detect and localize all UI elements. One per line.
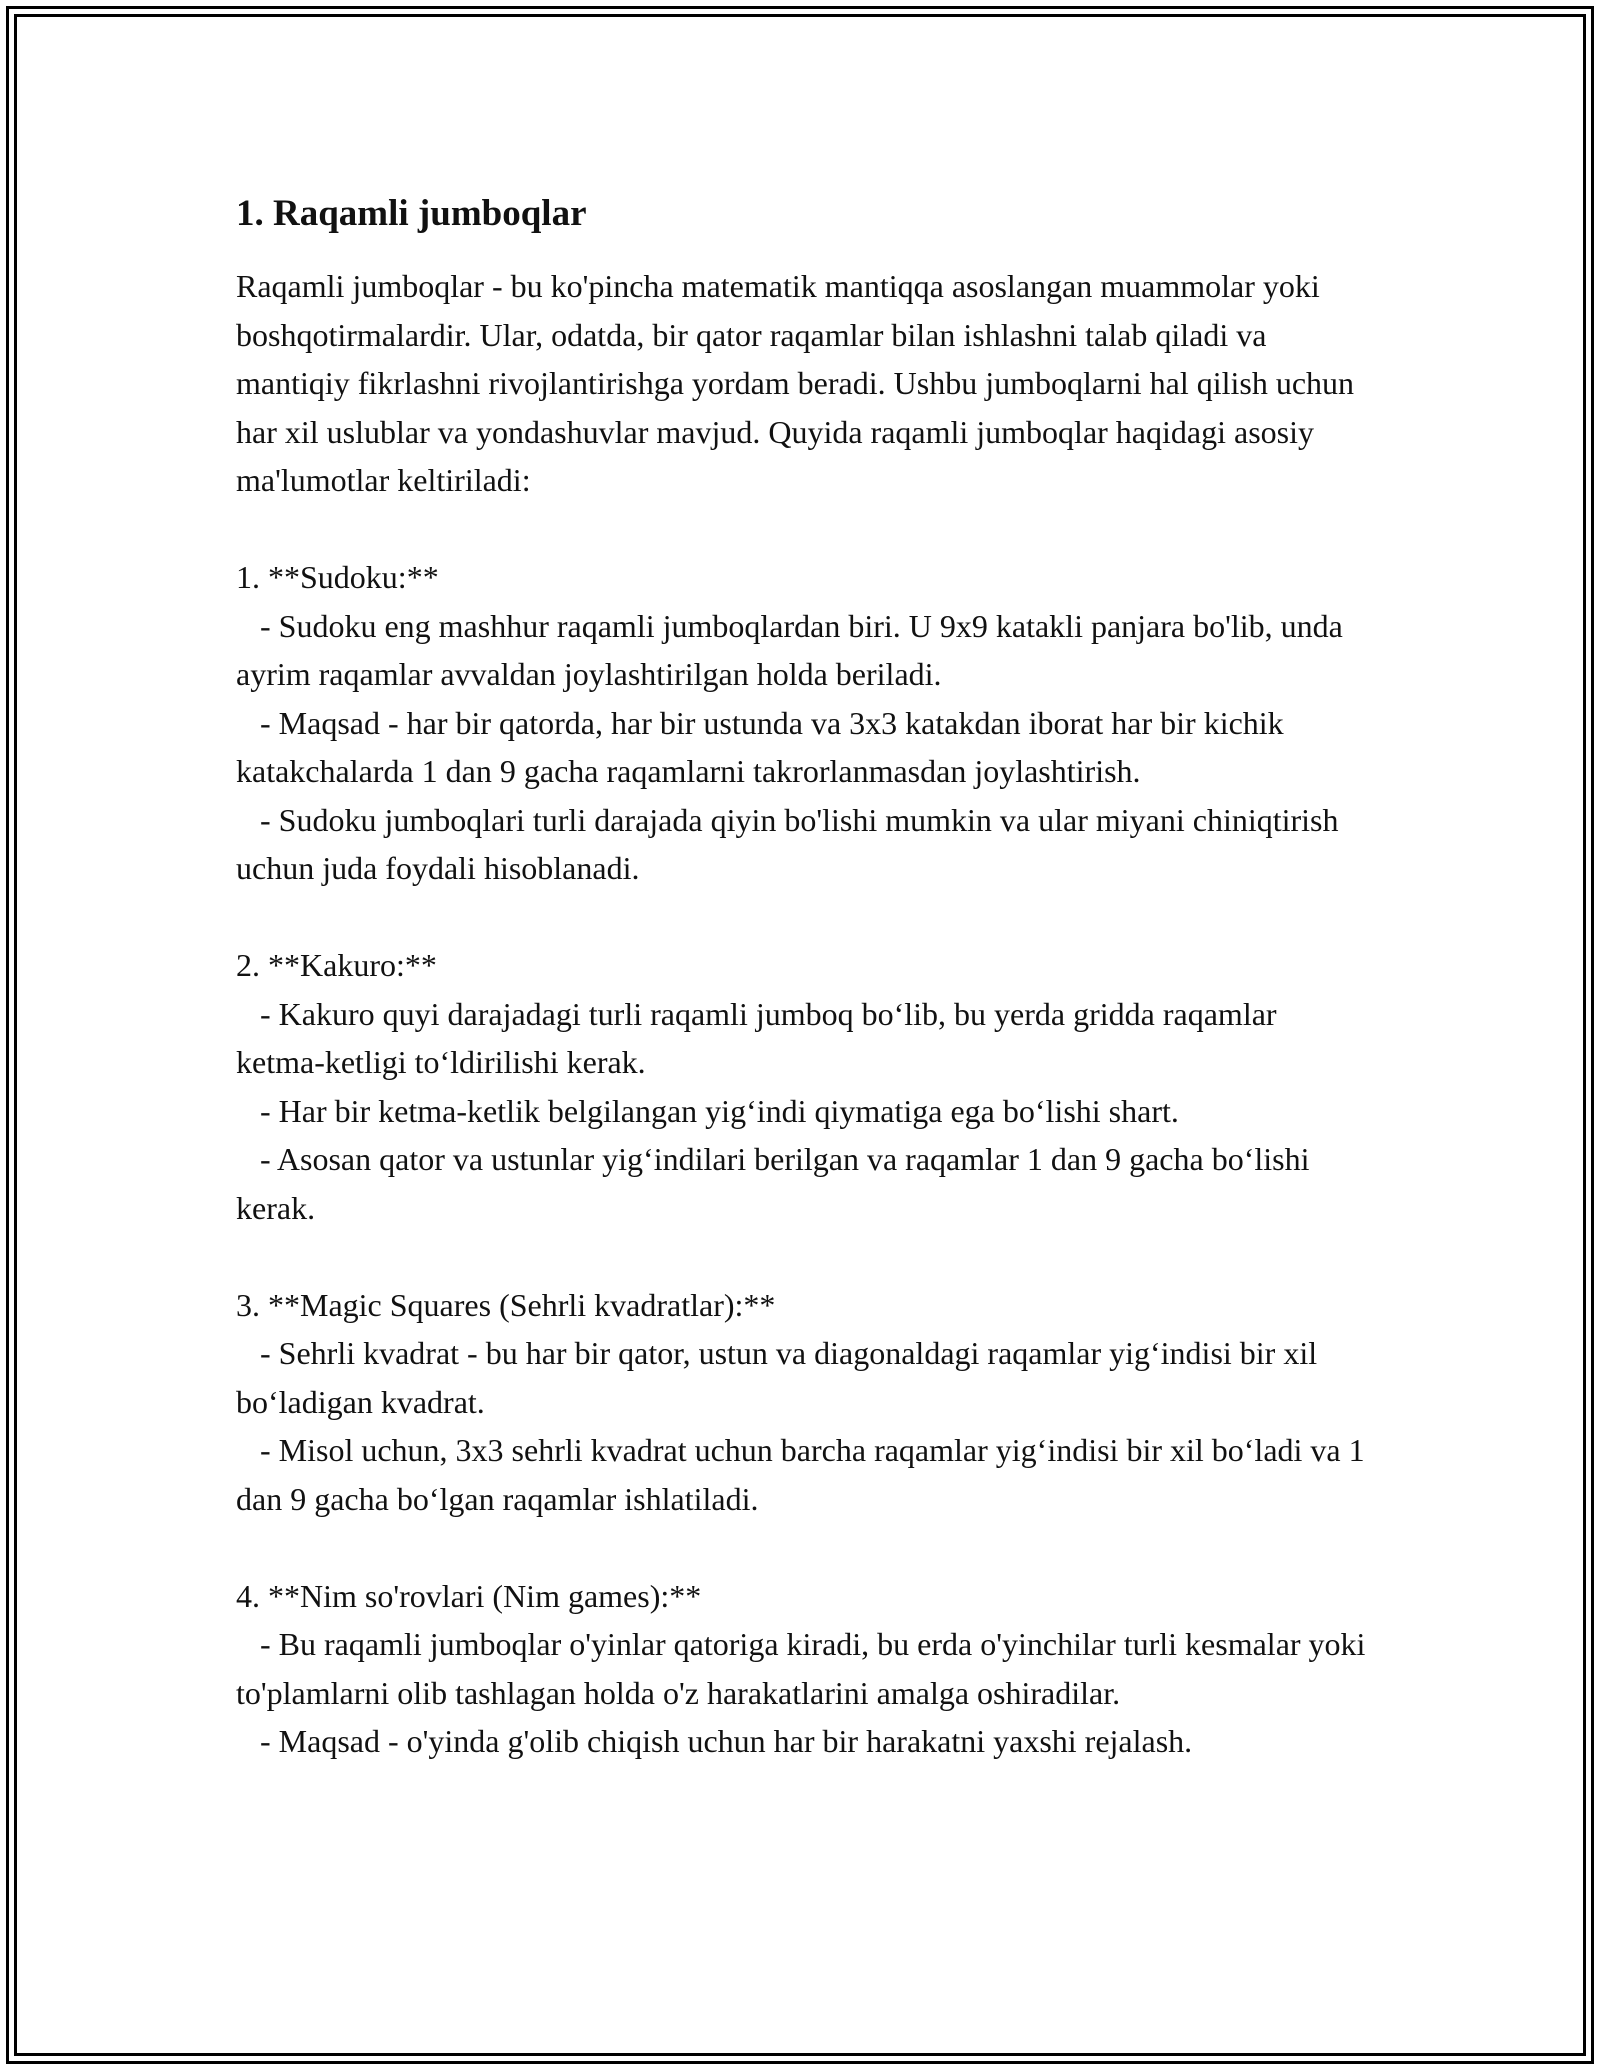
list-item: - Maqsad - har bir qatorda, har bir ustunda va 3x3 katakdan iborat har bir kichik katakchalarda 1 dan 9 gacha raqamlarni takrorlanmasdan joylashtirish.	[236, 704, 1292, 789]
section-magic-squares	[236, 1281, 1373, 1524]
list-item: - Sudoku jumboqlari turli darajada qiyin bo'lishi mumkin va ular miyani chiniqtirish uchun juda foydali hisoblanadi.	[236, 801, 1347, 886]
intro-paragraph: Raqamli jumboqlar - bu ko'pincha matematik mantiqqa asoslangan muammolar yoki boshqotirmalardir. Ular, odatda, bir qator raqamlar bilan ishlashni talab qiladi va mantiqiy fikrlashni rivojlantirishga yordam beradi. Ushbu jumboqlarni hal qilish uchun har xil uslublar va yondashuvlar mavjud. Quyida raqamli jumboqlar haqidagi asosiy ma'lumotlar keltiriladi:	[236, 268, 1363, 498]
spacer	[236, 505, 1366, 554]
list-item: - Asosan qator va ustunlar yig‘indilari berilgan va raqamlar 1 dan 9 gacha bo‘lishi kerak.	[236, 1141, 1318, 1226]
document-body	[236, 186, 1374, 1766]
list-item: - Kakuro quyi darajadagi turli raqamli jumboq bo‘lib, bu yerda gridda raqamlar ketma-ketligi to‘ldirilishi kerak.	[236, 995, 1285, 1080]
list-item: - Har bir ketma-ketlik belgilangan yig‘indi qiymatiga ega bo‘lishi shart.	[236, 1092, 1179, 1129]
section-nim-games	[236, 1572, 1374, 1766]
section-sudoku	[236, 553, 1366, 893]
spacer	[236, 1232, 1366, 1281]
list-item: - Sudoku eng mashhur raqamli jumboqlardan biri. U 9x9 katakli panjara bo'lib, unda ayrim raqamlar avvaldan joylashtirilgan holda beriladi.	[236, 607, 1351, 692]
spacer	[236, 1523, 1366, 1572]
list-item: - Maqsad - o'yinda g'olib chiqish uchun har bir harakatni yaxshi rejalash.	[236, 1723, 1193, 1759]
section-heading: 3. **Magic Squares (Sehrli kvadratlar):**	[236, 1286, 776, 1323]
list-item: - Sehrli kvadrat - bu har bir qator, ustun va diagonaldagi raqamlar yig‘indisi bir xil bo‘ladigan kvadrat.	[236, 1335, 1326, 1420]
list-item: - Misol uchun, 3x3 sehrli kvadrat uchun barcha raqamlar yig‘indisi bir xil bo‘ladi va 1 dan 9 gacha bo‘lgan raqamlar ishlatiladi.	[236, 1432, 1373, 1517]
section-kakuro	[236, 941, 1366, 1232]
section-heading: 2. **Kakuro:**	[236, 947, 437, 983]
section-heading: 4. **Nim so'rovlari (Nim games):**	[236, 1577, 702, 1614]
page-title: 1. Raqamli jumboqlar	[236, 193, 587, 234]
spacer	[236, 893, 1366, 942]
section-heading: 1. **Sudoku:**	[236, 559, 439, 595]
list-item: - Bu raqamli jumboqlar o'yinlar qatoriga kiradi, bu erda o'yinchilar turli kesmalar yoki to'plamlarni olib tashlagan holda o'z harakatlarini amalga oshiradilar.	[236, 1626, 1374, 1711]
